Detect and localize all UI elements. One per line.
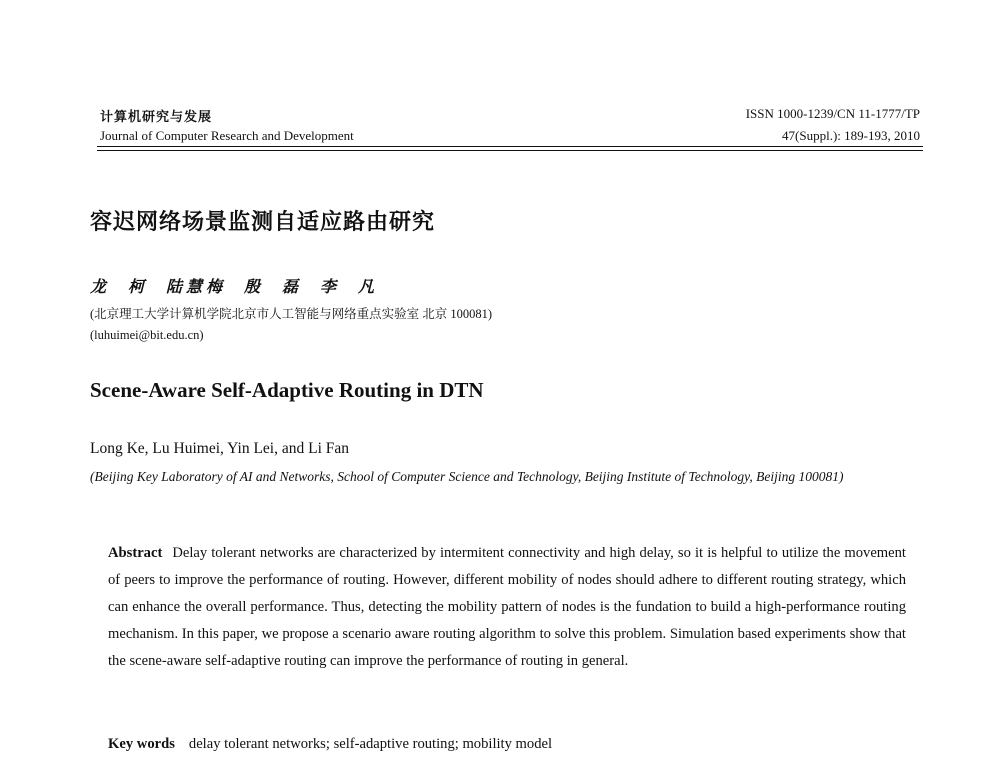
journal-name-en: Journal of Computer Research and Development (100, 128, 354, 143)
issn: ISSN 1000-1239/CN 11-1777/TP (745, 106, 920, 121)
authors-en: Long Ke, Lu Huimei, Yin Lei, and Li Fan (90, 440, 350, 457)
keywords (108, 736, 906, 753)
volume-pages: 47(Suppl.): 189-193, 2010 (782, 128, 920, 143)
abstract-label: Abstract (108, 545, 163, 561)
abstract-text: Delay tolerant networks are characterized by intermitent connectivity and high delay, so it is helpful to utilize the movement of peers to improve the performance of routing. However, different mobility of nodes should adhere to different routing strategy, which can enhance the overall performance. Thus, detecting the mobility pattern of nodes is the fundation to build a high-performance routing mechanism. In this paper, we propose a scenario aware routing algorithm to solve this problem. Simulation based experiments show that the scene-aware self-adaptive routing can improve the performance of routing in general. (108, 545, 906, 669)
header-rule-bottom (97, 150, 923, 151)
journal-name-cn: 计算机研究与发展 (100, 109, 213, 124)
keywords-text: delay tolerant networks; self-adaptive routing; mobility model (188, 736, 553, 752)
abstract (108, 540, 906, 675)
keywords-label: Key words (108, 736, 175, 752)
title-cn: 容迟网络场景监测自适应路由研究 (90, 210, 436, 235)
affiliation-cn: (北京理工大学计算机学院北京市人工智能与网络重点实验室 北京 100081) (90, 307, 493, 321)
title-en: Scene-Aware Self-Adaptive Routing in DTN (90, 378, 484, 402)
email: (luhuimei@bit.edu.cn) (90, 328, 204, 342)
affiliation-en: (Beijing Key Laboratory of AI and Networks, School of Computer Science and Technology, Beijing Institute of Technology, Beijing 100081) (90, 469, 844, 484)
header-rule-top (97, 146, 923, 147)
authors-cn: 龙 柯 陆慧梅 殷 磊 李 凡 (90, 279, 379, 296)
